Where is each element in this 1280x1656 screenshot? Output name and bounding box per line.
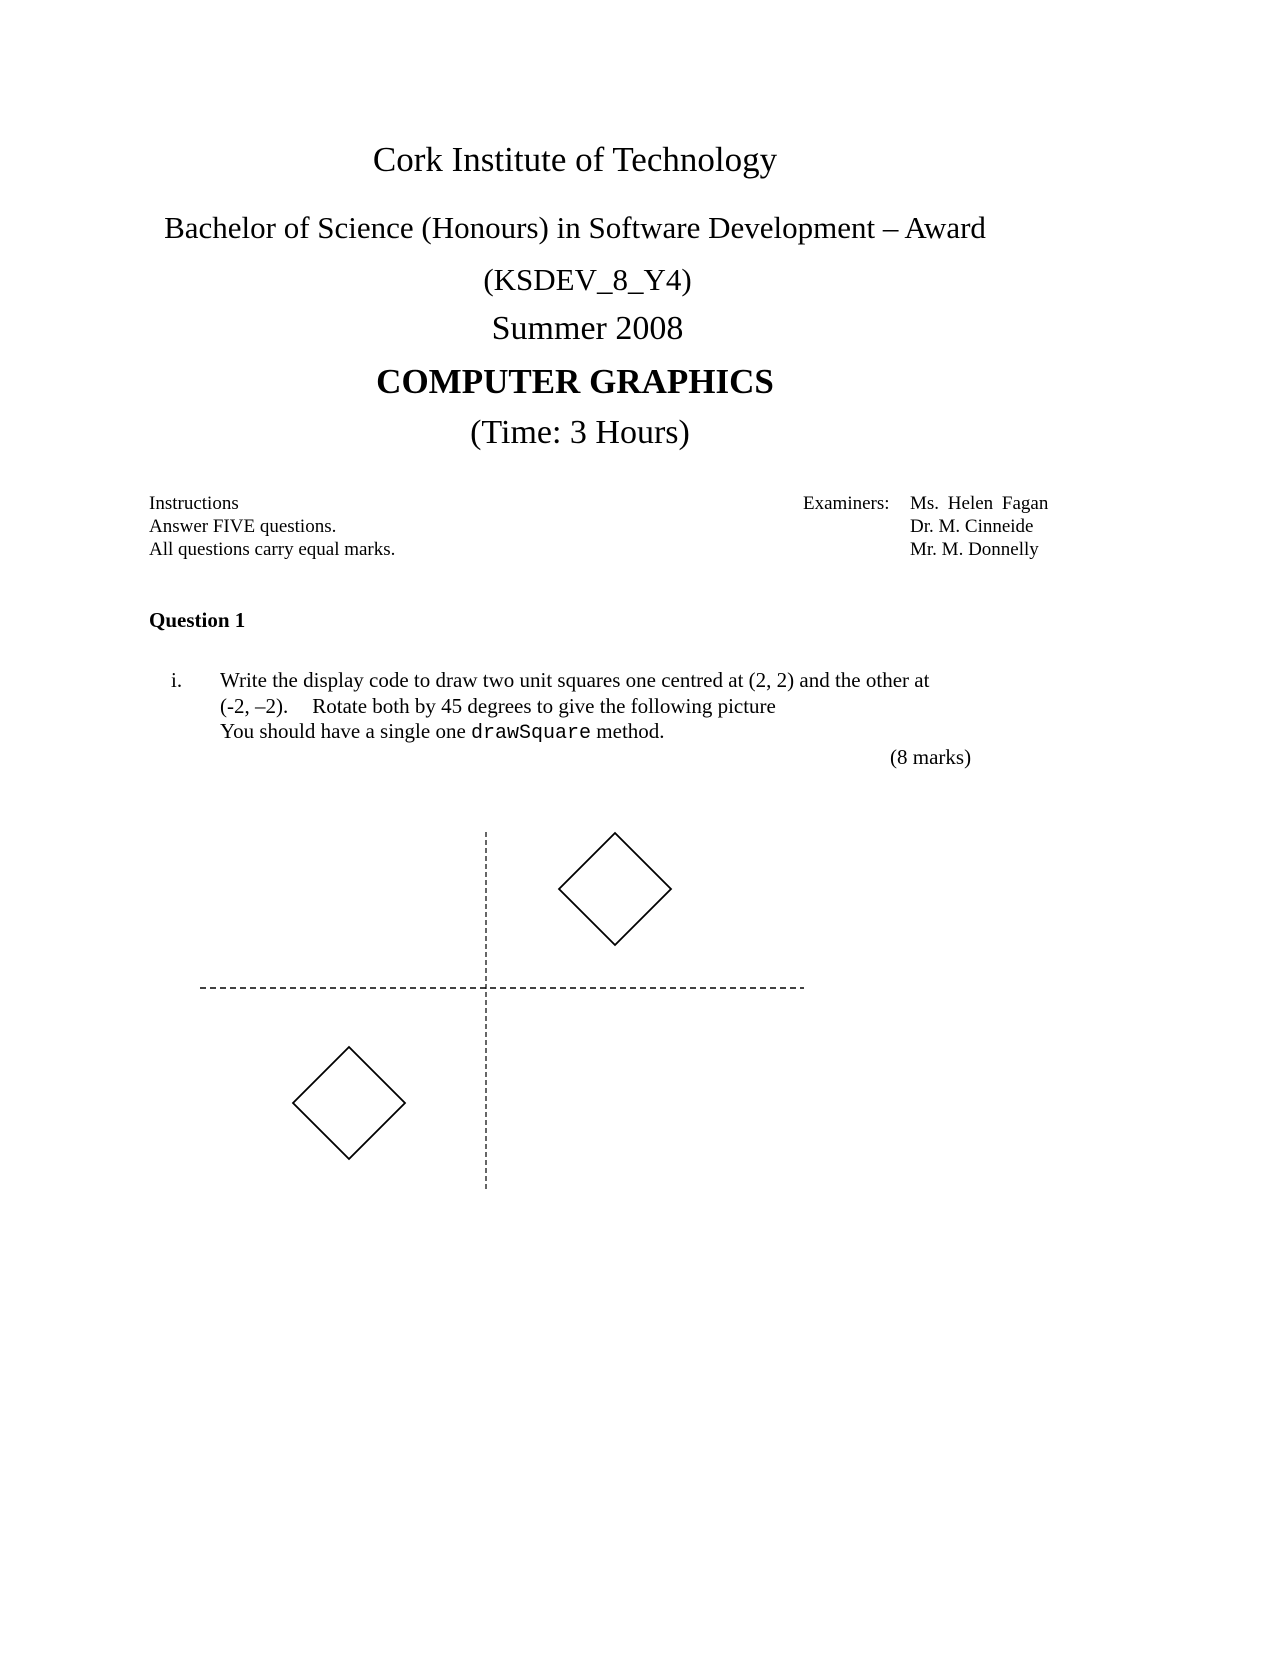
question-heading: Question 1 [149,608,246,632]
examiner-name: Ms. Helen Fagan [910,493,1049,514]
question-text-fragment: You should have a single one [220,719,472,743]
question-text-line: Write the display code to draw two unit squares one centred at (2, 2) and the other at [220,668,930,692]
question-text-fragment: method. [591,719,665,743]
rotated-square-bottom-left [293,1047,405,1159]
instruction-line: All questions carry equal marks. [149,539,396,560]
exam-duration: (Time: 3 Hours) [470,414,690,451]
examiner-name: Mr. M. Donnelly [910,539,1039,560]
instructions-heading: Instructions [149,493,239,514]
examiner-name: Dr. M. Cinneide [910,516,1034,537]
question-text-fragment: (-2, –2). [220,694,289,718]
subject-title: COMPUTER GRAPHICS [376,362,774,401]
exam-session: Summer 2008 [491,310,684,347]
examiners-label: Examiners: [803,493,890,514]
programme-title: Bachelor of Science (Honours) in Software Development – Award [164,210,986,245]
instruction-line: Answer FIVE questions. [149,516,337,537]
course-code: (KSDEV_8_Y4) [483,262,692,297]
rotated-square-top-right [559,833,671,945]
institution-title: Cork Institute of Technology [372,140,778,179]
item-number: i. [171,668,183,692]
marks-allocation: (8 marks) [890,745,972,769]
question-text-fragment: Rotate both by 45 degrees to give the following picture [312,694,776,718]
method-name-code: drawSquare [471,722,592,745]
